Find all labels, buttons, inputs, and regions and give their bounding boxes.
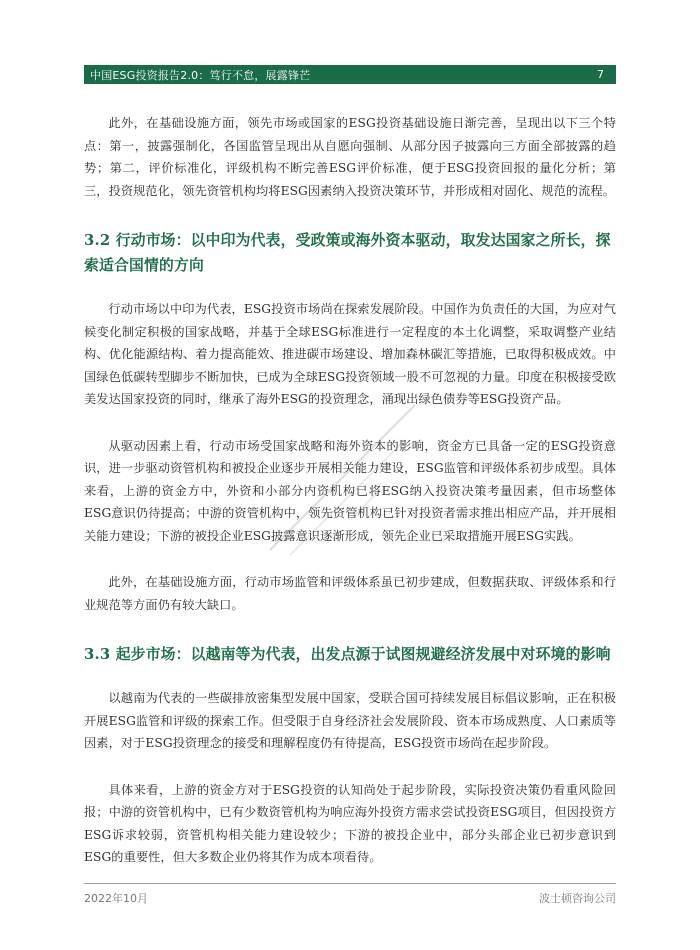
footer-date: 2022年10月 bbox=[84, 892, 148, 905]
section-3-2-paragraph-1: 行动市场以中印为代表，ESG投资市场尚在探索发展阶段。中国作为负责任的大国，为应对气候变化制定积极的国家战略，并基于全球ESG标准进行一定程度的本土化调整，采取调整产业结构、优化能源结构、着力提高能效、推进碳市场建设、增加森林碳汇等措施，已取得积极成效。中国绿色低碳转型脚步不断加快，已成为全球ESG投资领域一股不可忽视的力量。印度在积极接受欧美发达国家投资的同时，继承了海外ESG的投资理念，涌现出绿色债券等ESG投资产品。 bbox=[84, 302, 616, 406]
footer-divider bbox=[84, 883, 616, 884]
section-3-2-paragraph-3: 此外，在基础设施方面，行动市场监管和评级体系虽已初步建成，但数据获取、评级体系和行业规范等方面仍有较大缺口。 bbox=[84, 575, 616, 612]
section-3-3-paragraph-1: 以越南为代表的一些碳排放密集型发展中国家，受联合国可持续发展目标倡议影响，正在积极开展ESG监管和评级的探索工作。但受限于自身经济社会发展阶段、资本市场成熟度、人口素质等因素，对于ESG投资理念的接受和理解程度仍有待提高，ESG投资市场尚在起步阶段。 bbox=[84, 691, 616, 750]
report-title: 中国ESG投资报告2.0：笃行不怠，展露锋芒 bbox=[90, 68, 311, 82]
intro-paragraph: 此外，在基础设施方面，领先市场或国家的ESG投资基础设施日渐完善，呈现出以下三个特点：第一，披露强制化，各国监管呈现出从自愿向强制、从部分因子披露向三方面全部披露的趋势；第二，评价标准化，评级机构不断完善ESG评价标准，便于ESG投资回报的量化分析；第三，投资规范化，领先资管机构均将ESG因素纳入投资决策环节，并形成相对固化、规范的流程。 bbox=[84, 116, 616, 198]
section-3-2-heading: 3.2 行动市场：以中印为代表，受政策或海外资本驱动，取发达国家之所长，探索适合国情的方向 bbox=[84, 232, 611, 274]
page-number: 7 bbox=[597, 68, 604, 81]
section-3-3-paragraph-2: 具体来看，上游的资金方对于ESG投资的认知尚处于起步阶段，实际投资决策仍看重风险回报；中游的资管机构中，已有少数资管机构为响应海外投资方需求尝试投资ESG项目，但因投资方ESG诉求较弱，资管机构相关能力建设较少；下游的被投企业中，部分头部企业已初步意识到ESG的重要性，但大多数企业仍将其作为成本项看待。 bbox=[84, 782, 616, 864]
page-content bbox=[84, 112, 616, 869]
section-3-3-heading: 3.3 起步市场：以越南等为代表，出发点源于试图规避经济发展中对环境的影响 bbox=[84, 646, 611, 663]
page-header bbox=[84, 65, 616, 84]
section-3-2-paragraph-2: 从驱动因素上看，行动市场受国家战略和海外资本的影响，资金方已具备一定的ESG投资意识，进一步驱动资管机构和被投企业逐步开展相关能力建设，ESG监管和评级体系初步成型。具体来看，上游的资金方中，外资和小部分内资机构已将ESG纳入投资决策考量因素，但市场整体ESG意识仍待提高；中游的资管机构中，领先资管机构已针对投资者需求推出相应产品，并开展相关能力建设；下游的被投企业ESG披露意识逐渐形成，领先企业已采取措施开展ESG实践。 bbox=[84, 438, 616, 543]
footer-organization: 波士顿咨询公司 bbox=[539, 892, 616, 905]
